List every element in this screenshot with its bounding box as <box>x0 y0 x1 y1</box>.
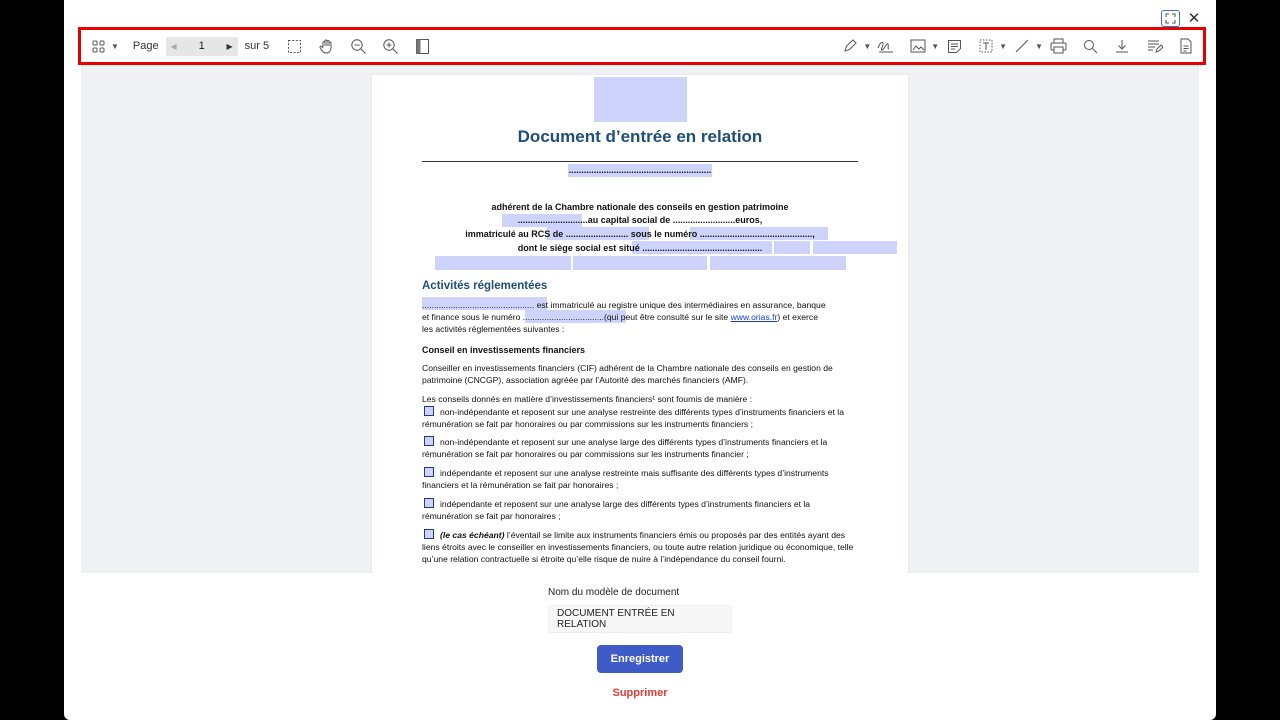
orias-text-2b: (qui peut être consulté sur le site <box>603 312 731 322</box>
search-icon[interactable] <box>1081 37 1099 55</box>
orias-dots: ............................................... <box>422 300 535 310</box>
title-divider <box>422 161 858 162</box>
page-navigator <box>166 37 238 56</box>
orias-number-dots: .................................. <box>522 312 604 322</box>
chevron-down-icon[interactable]: ▼ <box>999 41 1008 51</box>
company-name-dots-text: ......................................................... <box>568 165 712 175</box>
line-icon[interactable] <box>1013 37 1031 55</box>
pen-icon[interactable] <box>841 37 859 55</box>
orias-text-1: est immatriculé au registre unique des intermédiaires en assurance, banque <box>534 300 826 310</box>
option-checkbox[interactable] <box>424 467 434 477</box>
template-name-label: Nom du modèle de document <box>548 587 680 598</box>
orias-text-3: les activités réglementées suivantes : <box>422 324 565 334</box>
option-checkbox[interactable] <box>424 498 434 508</box>
image-icon[interactable] <box>909 37 927 55</box>
rcs-comma: , <box>812 229 815 239</box>
pdf-page <box>372 75 908 573</box>
advice-intro: Les conseils donnés en matière d’investissements financiers¹ sont fournis de manière : <box>422 394 753 404</box>
orias-text-2a: et finance sous le numéro <box>422 312 523 322</box>
page-label: Page <box>132 40 159 52</box>
template-form <box>64 573 1216 720</box>
option-item <box>422 529 862 565</box>
option-emphasis: (le cas échéant) <box>440 530 505 540</box>
euros-text: euros, <box>735 215 763 225</box>
cif-paragraph: Conseiller en investissements financiers (CIF) adhérent de la Chambre nationale des conseils en gestion de patrimoine (CNCGP), association agréée par l’Autorité des marchés financiers (AMF). <box>422 363 833 385</box>
hand-pan-icon[interactable] <box>317 37 335 55</box>
legal-form-dots: ............................ <box>517 215 588 225</box>
option-text: non-indépendante et reposent sur une analyse large des différents types d’instruments financiers et la rémunération se fait par honoraires ou par commissions sur les instruments financier ; <box>422 437 828 459</box>
chevron-down-icon[interactable]: ▼ <box>1035 41 1043 51</box>
country-field[interactable] <box>710 256 846 270</box>
siege-line <box>372 243 908 253</box>
option-text: non-indépendante et reposent sur une analyse restreinte des différents types d’instruments financiers et la rémunération se fait par honoraires ou par commissions sur les instruments financiers ; <box>422 407 844 429</box>
pdf-toolbar <box>78 27 1206 65</box>
option-checkbox[interactable] <box>424 406 434 416</box>
window-controls <box>1161 10 1202 27</box>
orias-paragraph <box>422 299 862 335</box>
next-page-icon[interactable]: ▶ <box>226 41 233 51</box>
section-title: Activités réglementées <box>422 280 548 292</box>
signature-icon[interactable] <box>877 37 895 55</box>
page-fit-icon[interactable] <box>413 37 431 55</box>
option-item <box>422 467 862 491</box>
grid-view-icon[interactable] <box>89 37 107 55</box>
rcs-line <box>372 229 908 239</box>
note-icon[interactable] <box>945 37 963 55</box>
rcs-text: immatriculé au RCS de <box>465 229 566 239</box>
save-button[interactable]: Enregistrer <box>597 645 683 673</box>
print-icon[interactable] <box>1049 37 1067 55</box>
chevron-down-icon[interactable]: ▼ <box>931 41 940 51</box>
option-checkbox[interactable] <box>424 436 434 446</box>
zip-field[interactable] <box>435 256 571 270</box>
option-checkbox[interactable] <box>424 529 434 539</box>
form-fill-icon[interactable] <box>1145 37 1163 55</box>
rcs-dots: ......................... <box>565 229 629 239</box>
text-field-icon[interactable] <box>977 37 995 55</box>
template-name-input[interactable]: DOCUMENT ENTRÉE EN RELATION <box>548 605 732 633</box>
orias-text-2c: ) et exerce <box>777 312 818 322</box>
capital-line <box>372 215 908 225</box>
option-text: l’éventail se limite aux instruments financiers émis ou proposés par des entités ayant des liens étroits avec le conseiller en investissements financiers, ou toute autre relation juridique ou économique, telle qu’une relation contractuelle si étroite qu’elle risque de nuire à l’indépendance du conseil fourni. <box>422 530 854 564</box>
siege-text: dont le siège social est situé <box>517 243 643 253</box>
marquee-select-icon[interactable] <box>285 37 303 55</box>
expand-icon[interactable] <box>1161 10 1180 27</box>
option-text: indépendante et reposent sur une analyse large des différents types d’instruments financiers et la rémunération se fait par honoraires ; <box>422 499 811 521</box>
rcs-number-text: sous le numéro <box>628 229 700 239</box>
company-name-dots <box>372 165 908 175</box>
document-title: Document d’entrée en relation <box>517 127 763 146</box>
pdf-viewer-area[interactable] <box>81 65 1199 573</box>
option-item <box>422 436 862 460</box>
chevron-down-icon[interactable]: ▼ <box>863 41 872 51</box>
orias-link[interactable]: www.orias.fr <box>730 312 778 322</box>
city-field[interactable] <box>573 256 707 270</box>
cncgp-line: adhérent de la Chambre nationale des conseils en gestion patrimoine <box>491 202 789 212</box>
cif-title: Conseil en investissements financiers <box>422 345 586 355</box>
zoom-in-icon[interactable] <box>381 37 399 55</box>
pdf-editor-modal <box>64 0 1216 720</box>
document-icon[interactable] <box>1177 37 1195 55</box>
siege-dots: ................................................ <box>642 243 763 253</box>
close-icon[interactable]: ✕ <box>1187 10 1201 27</box>
option-item <box>422 406 862 430</box>
capital-text: au capital social de <box>587 215 673 225</box>
zoom-out-icon[interactable] <box>349 37 367 55</box>
delete-button[interactable]: Supprimer <box>612 687 668 699</box>
option-text: indépendante et reposent sur une analyse restreinte mais suffisante des différents types d’instruments financiers et la rémunération se fait par honoraires ; <box>422 468 829 490</box>
download-icon[interactable] <box>1113 37 1131 55</box>
option-item <box>422 498 862 522</box>
rcs-number-dots: ............................................. <box>699 229 813 239</box>
capital-dots: ......................... <box>672 215 736 225</box>
logo-field[interactable] <box>594 77 687 122</box>
total-pages-label: sur 5 <box>244 40 270 52</box>
page-number-input[interactable] <box>182 37 222 56</box>
chevron-down-icon[interactable]: ▼ <box>111 41 119 51</box>
prev-page-icon[interactable]: ◀ <box>170 41 177 51</box>
